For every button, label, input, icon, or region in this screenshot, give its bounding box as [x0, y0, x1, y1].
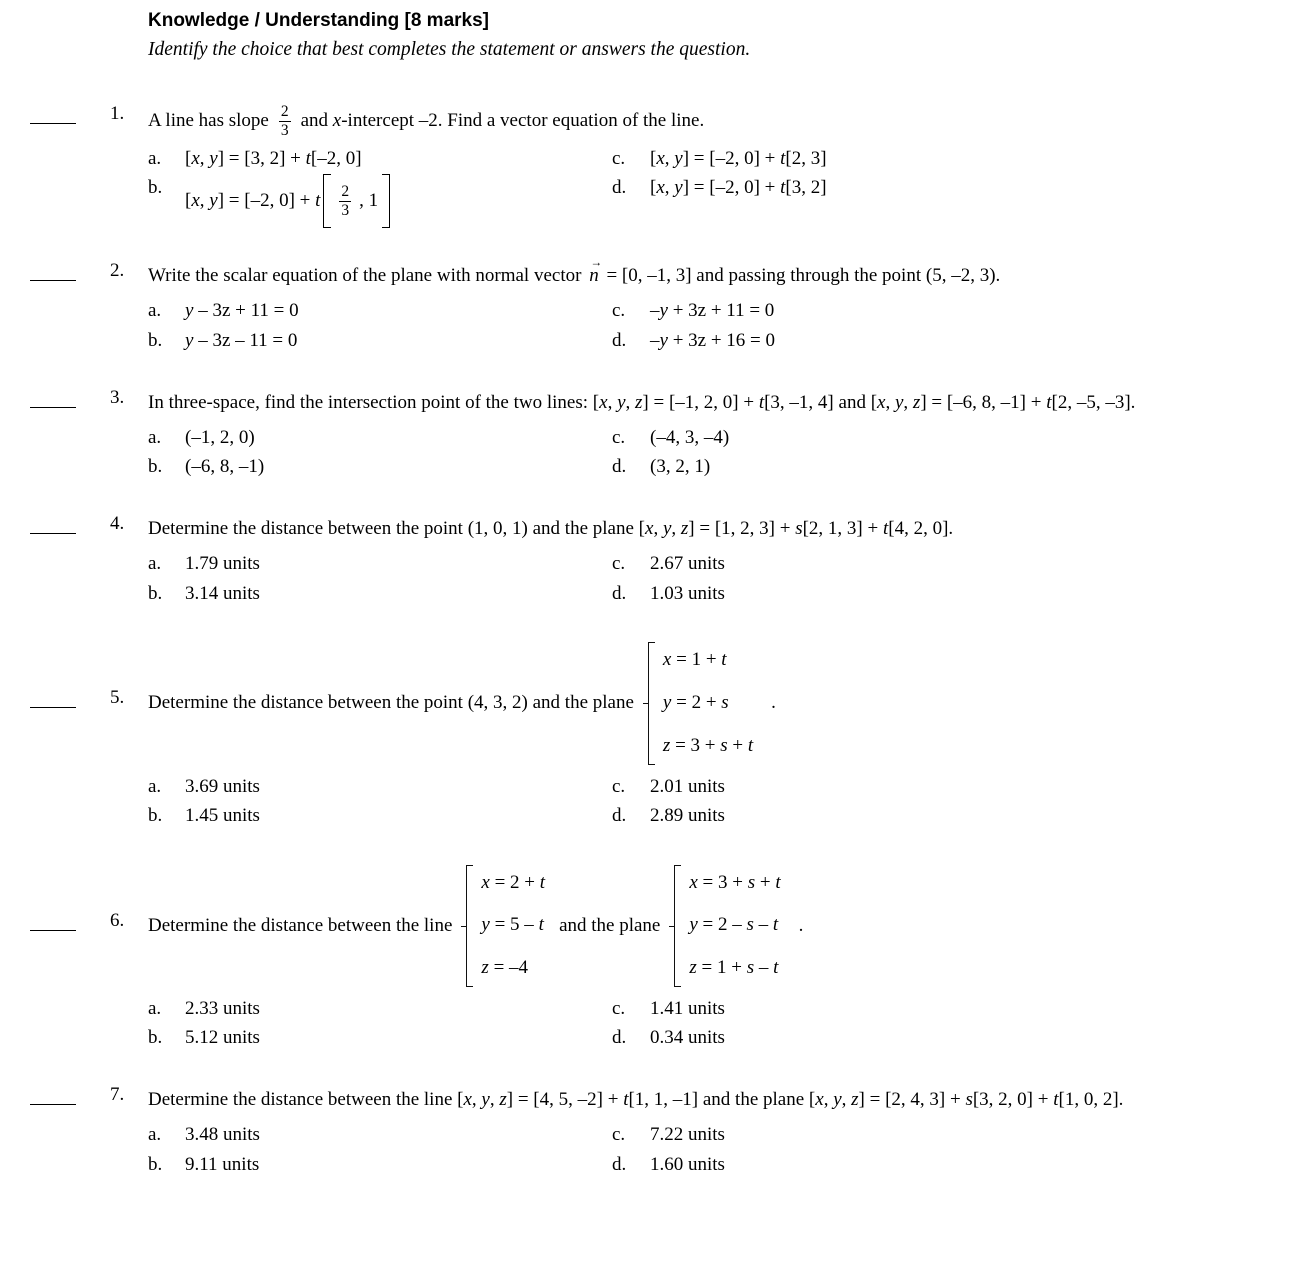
answer-blank	[30, 910, 76, 931]
question-stem	[148, 255, 1178, 292]
option-label: d.	[612, 177, 627, 199]
question-number: 3.	[110, 386, 125, 408]
option-label: d.	[612, 456, 627, 478]
answer-blank	[30, 103, 76, 124]
option-label: d.	[612, 330, 627, 352]
option-label: a.	[148, 553, 162, 575]
option-label: b.	[148, 330, 163, 352]
option-label: d.	[612, 805, 627, 827]
option-label: b.	[148, 177, 163, 199]
question-body	[148, 103, 1178, 228]
options	[148, 995, 1178, 1052]
system-brace	[674, 865, 681, 987]
option-text: (–1, 2, 0)	[185, 426, 255, 448]
question-number: 6.	[110, 909, 125, 931]
option-text: 1.41 units	[650, 997, 725, 1019]
stem-text: Determine the distance between the point (4, 3, 2) and the plane	[148, 692, 634, 714]
options	[148, 145, 1178, 229]
option-text: y – 3z + 11 = 0	[185, 300, 299, 322]
question-stem	[148, 387, 1178, 419]
option-label: a.	[148, 997, 162, 1019]
vector-arrow-icon: →	[590, 255, 603, 269]
question-6	[30, 862, 1274, 1052]
option-text: 1.03 units	[650, 582, 725, 604]
question-number: 4.	[110, 512, 125, 534]
vector-letter: n	[589, 265, 599, 287]
answer-blank	[30, 687, 76, 708]
option-label: d.	[612, 1027, 627, 1049]
option-text: 1.60 units	[650, 1153, 725, 1175]
fraction	[279, 103, 291, 140]
option-label: d.	[612, 582, 627, 604]
system-line: z = 1 + s – t	[689, 957, 779, 979]
system-line: y = 5 – t	[481, 914, 544, 936]
answer-blank	[30, 513, 76, 534]
option-label: b.	[148, 582, 163, 604]
option-text: 2.67 units	[650, 553, 725, 575]
answer-blank	[30, 1084, 76, 1105]
question-7	[30, 1084, 1274, 1178]
option-label: a.	[148, 300, 162, 322]
question-body	[148, 255, 1178, 354]
stem-text: Write the scalar equation of the plane with normal vector	[148, 265, 582, 287]
answer-blank	[30, 387, 76, 408]
system-brace	[648, 642, 655, 764]
section-title: Knowledge / Understanding [8 marks]	[148, 10, 489, 31]
question-body	[148, 513, 1178, 607]
options	[148, 773, 1178, 830]
question-body	[148, 639, 1178, 829]
stem-text: .	[798, 914, 804, 936]
option-label: d.	[612, 1153, 627, 1175]
option-text: 2.89 units	[650, 805, 725, 827]
option-text: 3.48 units	[185, 1124, 260, 1146]
system-line: x = 3 + s + t	[689, 871, 781, 893]
option-label: c.	[612, 553, 626, 575]
option-label: c.	[612, 997, 626, 1019]
option-text: –y + 3z + 16 = 0	[650, 330, 776, 352]
options	[148, 424, 1178, 481]
option-label: c.	[612, 300, 626, 322]
question-stem	[148, 639, 1178, 767]
stem-text: Determine the distance between the line	[148, 914, 453, 936]
fraction-numerator: 2	[280, 103, 289, 120]
normal-vector	[589, 255, 603, 292]
instructions: Identify the choice that best completes the statement or answers the question.	[148, 39, 751, 60]
stem-text: = [0, –1, 3] and passing through the point (5, –2, 3).	[606, 265, 1001, 287]
option-label: a.	[148, 426, 162, 448]
system-line: x = 1 + t	[662, 649, 727, 671]
answer-blank	[30, 260, 76, 281]
option-label: c.	[612, 147, 626, 169]
option-text: –y + 3z + 11 = 0	[650, 300, 775, 322]
system-lines	[663, 639, 753, 767]
stem-text: A line has slope	[148, 110, 269, 132]
option-text: 2.33 units	[185, 997, 260, 1019]
stem-text: .	[771, 692, 776, 714]
system-line: z = 3 + s + t	[662, 734, 754, 756]
option-text: 3.69 units	[185, 775, 260, 797]
system-brace	[466, 865, 473, 987]
option-label: c.	[612, 775, 626, 797]
question-1	[30, 103, 1274, 228]
stem-text: and the plane	[559, 914, 661, 936]
fraction	[339, 183, 351, 220]
options	[148, 1121, 1178, 1178]
stem-text: Determine the distance between the point (1, 0, 1) and the plane [x, y, z] = [1, 2, 3] + s[2, 1, 3] + t[4, 2, 0].	[148, 517, 954, 539]
question-3	[30, 387, 1274, 481]
question-number: 7.	[110, 1084, 125, 1106]
system-line: y = 2 + s	[662, 692, 729, 714]
question-stem	[148, 862, 1178, 990]
plane-equation-system	[674, 862, 780, 990]
question-number: 2.	[110, 260, 125, 282]
option-text: 3.14 units	[185, 582, 260, 604]
question-number: 5.	[110, 687, 125, 709]
question-body	[148, 1084, 1178, 1178]
question-body	[148, 862, 1178, 1052]
option-text: 9.11 units	[185, 1153, 260, 1175]
column-vector	[323, 174, 390, 228]
right-bracket	[382, 174, 390, 228]
option-text: 2.01 units	[650, 775, 725, 797]
question-stem	[148, 103, 1178, 140]
option-label: c.	[612, 1124, 626, 1146]
option-text-part: [x, y] = [–2, 0] + t	[185, 190, 321, 212]
option-text: (–6, 8, –1)	[185, 456, 265, 478]
stem-text: In three-space, find the intersection point of the two lines: [x, y, z] = [–1, 2, 0] + t[3, –1, 4] and [x, y, z] = [–6, 8, –1] + t[2, –5, –3].	[148, 391, 1136, 413]
question-stem	[148, 513, 1178, 545]
system-line: z = –4	[481, 957, 529, 979]
option-text: 1.45 units	[185, 805, 260, 827]
question-4	[30, 513, 1274, 607]
option-text: [x, y] = [–2, 0] + t[3, 2]	[650, 177, 827, 199]
stem-text: Determine the distance between the line [x, y, z] = [4, 5, –2] + t[1, 1, –1] and the plane [x, y, z] = [2, 4, 3] + s[3, 2, 0] + t[1, 0, 2].	[148, 1089, 1124, 1111]
option-text: [x, y] = [–2, 0] + t[2, 3]	[650, 147, 827, 169]
line-equation-system	[466, 862, 545, 990]
fraction-denominator: 3	[280, 121, 289, 139]
plane-equation-system	[648, 639, 753, 767]
option-label: a.	[148, 775, 162, 797]
system-lines	[689, 862, 780, 990]
option-label: b.	[148, 1027, 163, 1049]
fraction-numerator: 2	[341, 182, 350, 200]
question-stem	[148, 1084, 1178, 1116]
options	[148, 297, 1178, 354]
question-body	[148, 387, 1178, 481]
fraction-denominator: 3	[341, 201, 350, 219]
option-text: 7.22 units	[650, 1124, 725, 1146]
option-text: (–4, 3, –4)	[650, 426, 730, 448]
option-text: [x, y] = [3, 2] + t[–2, 0]	[185, 147, 362, 169]
option-text: y – 3z – 11 = 0	[185, 330, 298, 352]
option-text: (3, 2, 1)	[650, 456, 711, 478]
option-label: a.	[148, 147, 162, 169]
option-text	[185, 174, 612, 228]
option-text: 1.79 units	[185, 553, 260, 575]
option-label: a.	[148, 1124, 162, 1146]
option-text: 5.12 units	[185, 1027, 260, 1049]
option-label: b.	[148, 456, 163, 478]
options	[148, 550, 1178, 607]
question-5	[30, 639, 1274, 829]
system-lines	[481, 862, 545, 990]
question-number: 1.	[110, 103, 125, 124]
option-text: 0.34 units	[650, 1027, 725, 1049]
system-line: y = 2 – s – t	[689, 914, 779, 936]
system-line: x = 2 + t	[481, 871, 546, 893]
header	[148, 10, 1274, 61]
option-label: c.	[612, 426, 626, 448]
stem-text: and x-intercept –2. Find a vector equation of the line.	[300, 110, 705, 132]
question-2	[30, 255, 1274, 354]
vector-rest: , 1	[359, 190, 379, 212]
option-label: b.	[148, 805, 163, 827]
option-label: b.	[148, 1153, 163, 1175]
left-bracket	[323, 174, 331, 228]
